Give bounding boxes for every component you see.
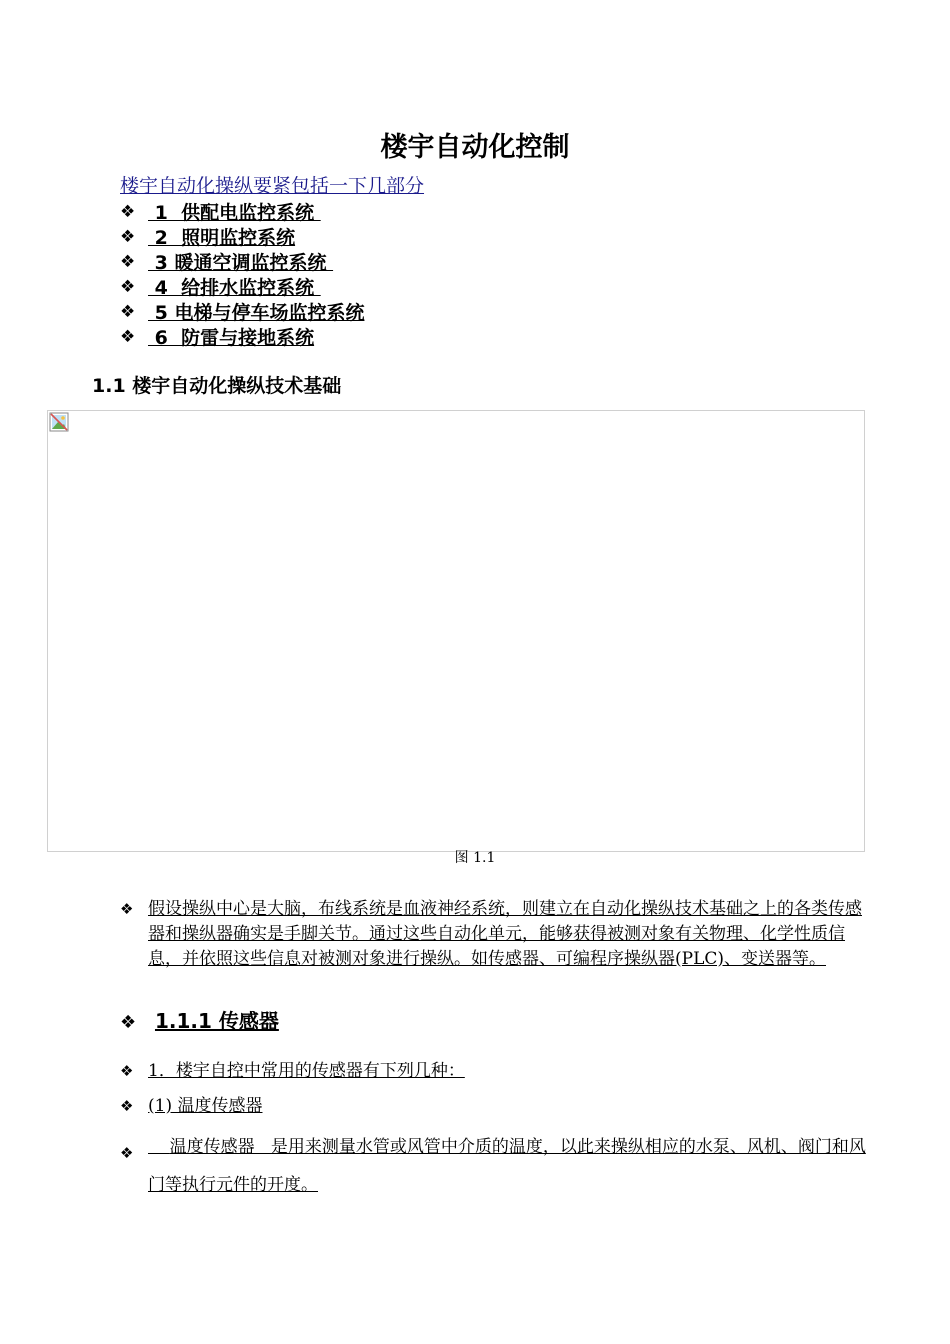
- subsection-title: 1.1.1 传感器: [154, 1009, 279, 1033]
- toc-item-label: 1 供配电监控系统: [148, 202, 321, 224]
- diamond-bullet-icon: ❖: [120, 900, 134, 918]
- toc-item-label: 2 照明监控系统: [148, 227, 296, 249]
- toc-item-5[interactable]: [120, 299, 364, 324]
- diamond-bullet-icon: ❖: [120, 226, 136, 247]
- figure-caption: 图 1.1: [454, 850, 496, 866]
- page-title: 楼宇自动化控制: [380, 132, 570, 163]
- paragraph-text: 1．楼宇自控中常用的传感器有下列几种：: [148, 1061, 465, 1081]
- toc-item-2[interactable]: [120, 224, 364, 249]
- temperature-sensor-label: [120, 1094, 880, 1119]
- toc-item-label: 4 给排水监控系统: [148, 277, 321, 299]
- broken-image-icon: [49, 412, 69, 432]
- toc-item-1[interactable]: [120, 199, 364, 224]
- subsection-heading: [120, 1006, 279, 1038]
- toc-item-label: 5 电梯与停车场监控系统: [148, 302, 365, 324]
- intro-link[interactable]: 楼宇自动化操纵要紧包括一下几部分: [120, 175, 425, 197]
- toc-item-4[interactable]: [120, 274, 364, 299]
- paragraph-text: (1) 温度传感器: [148, 1096, 263, 1116]
- toc-item-6[interactable]: [120, 324, 364, 349]
- diamond-bullet-icon: ❖: [120, 1144, 134, 1162]
- figure-placeholder: [47, 410, 865, 852]
- diamond-bullet-icon: ❖: [120, 301, 136, 322]
- diamond-bullet-icon: ❖: [120, 1012, 137, 1033]
- intro-paragraph: [120, 897, 865, 972]
- toc-list: [120, 199, 364, 349]
- diamond-bullet-icon: ❖: [120, 251, 136, 272]
- diamond-bullet-icon: ❖: [120, 276, 136, 297]
- sensor-list-intro: [120, 1059, 880, 1084]
- paragraph-text: 假设操纵中心是大脑，布线系统是血液神经系统，则建立在自动化操纵技术基础之上的各类传感器和操纵器确实是手脚关节。通过这些自动化单元，能够获得被测对象有关物理、化学性质信息，并依照这些信息对被测对象进行操纵。如传感器、可编程序操纵器(PLC)、变送器等。: [148, 899, 862, 969]
- toc-item-3[interactable]: [120, 249, 364, 274]
- diamond-bullet-icon: ❖: [120, 1097, 134, 1115]
- diamond-bullet-icon: ❖: [120, 201, 136, 222]
- diamond-bullet-icon: ❖: [120, 1062, 134, 1080]
- diamond-bullet-icon: ❖: [120, 326, 136, 347]
- toc-item-label: 3 暖通空调监控系统: [148, 252, 334, 274]
- temperature-sensor-description: [120, 1128, 880, 1204]
- paragraph-text: 温度传感器 是用来测量水管或风管中介质的温度，以此来操纵相应的水泵、风机、阀门和风门等执行元件的开度。: [148, 1137, 866, 1195]
- toc-item-label: 6 防雷与接地系统: [148, 327, 315, 349]
- section-heading: 1.1 楼宇自动化操纵技术基础: [92, 375, 342, 397]
